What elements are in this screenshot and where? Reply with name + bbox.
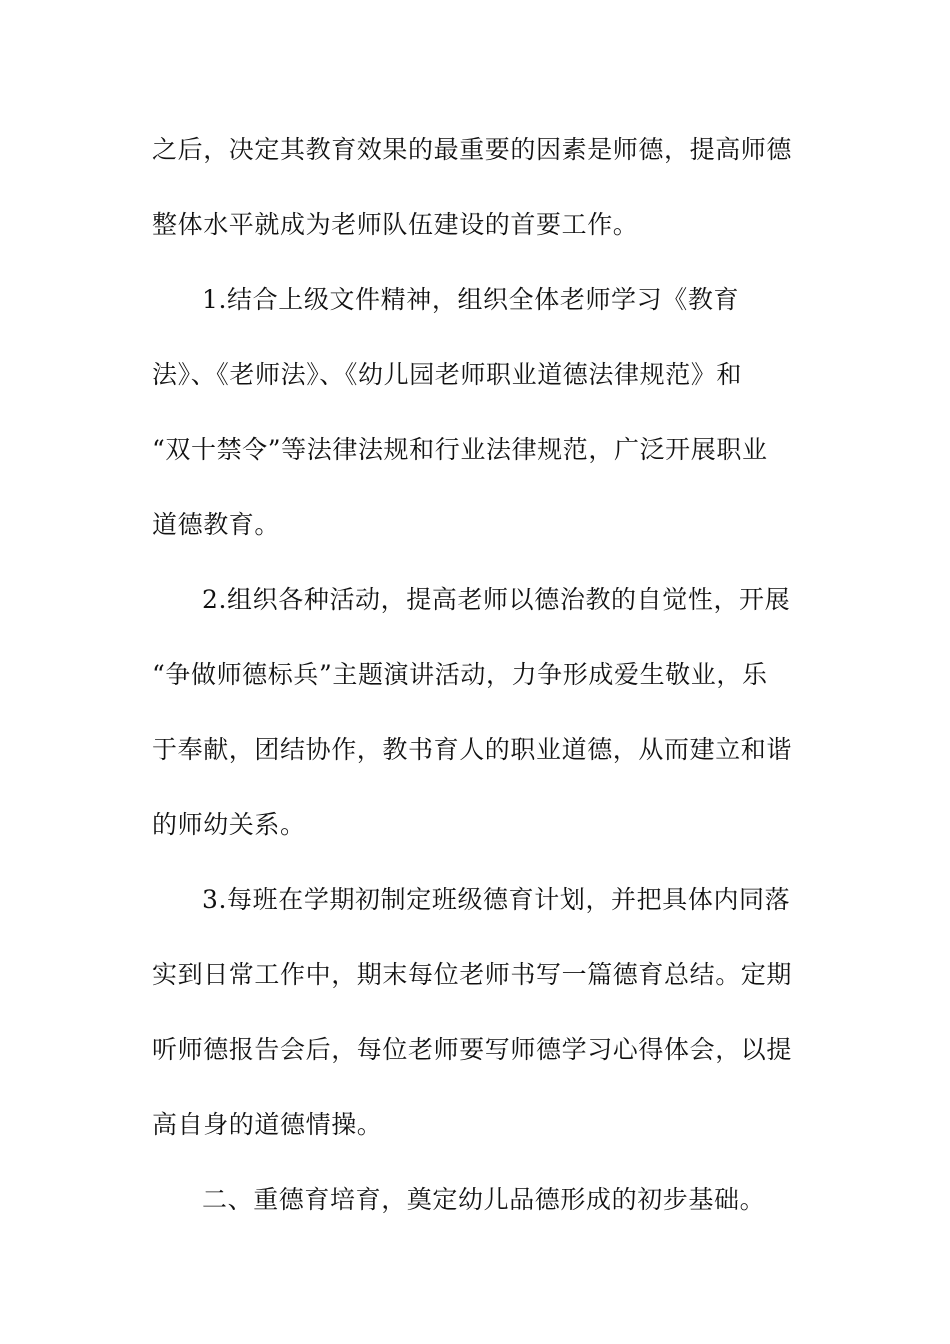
text-line: 于奉献，团结协作，教书育人的职业道德，从而建立和谐 [152,735,793,764]
text-line: “争做师德标兵”主题演讲活动，力争形成爱生敬业，乐 [152,660,768,689]
text-line: 的师幼关系。 [152,810,306,839]
section-heading: 二、重德育培育，奠定幼儿品德形成的初步基础。 [202,1185,766,1214]
text-line: 听师德报告会后，每位老师要写师德学习心得体会，以提 [152,1035,793,1064]
paragraph-2-start: 2.组织各种活动，提高老师以德治教的自觉性，开展 [202,585,791,614]
paragraph-1-start: 1.结合上级文件精神，组织全体老师学习《教育 [202,285,740,314]
text-line: “双十禁令”等法律法规和行业法律规范，广泛开展职业 [152,435,768,464]
text-line: 法》、《老师法》、《幼儿园老师职业道德法律规范》和 [152,360,743,389]
text-line: 整体水平就成为老师队伍建设的首要工作。 [152,210,639,239]
paragraph-3-start: 3.每班在学期初制定班级德育计划，并把具体内同落 [202,885,791,914]
text-line: 高自身的道德情操。 [152,1110,383,1139]
text-line: 道德教育。 [152,510,281,539]
text-line: 之后，决定其教育效果的最重要的因素是师德，提高师德 [152,135,793,164]
text-line: 实到日常工作中，期末每位老师书写一篇德育总结。定期 [152,960,793,989]
